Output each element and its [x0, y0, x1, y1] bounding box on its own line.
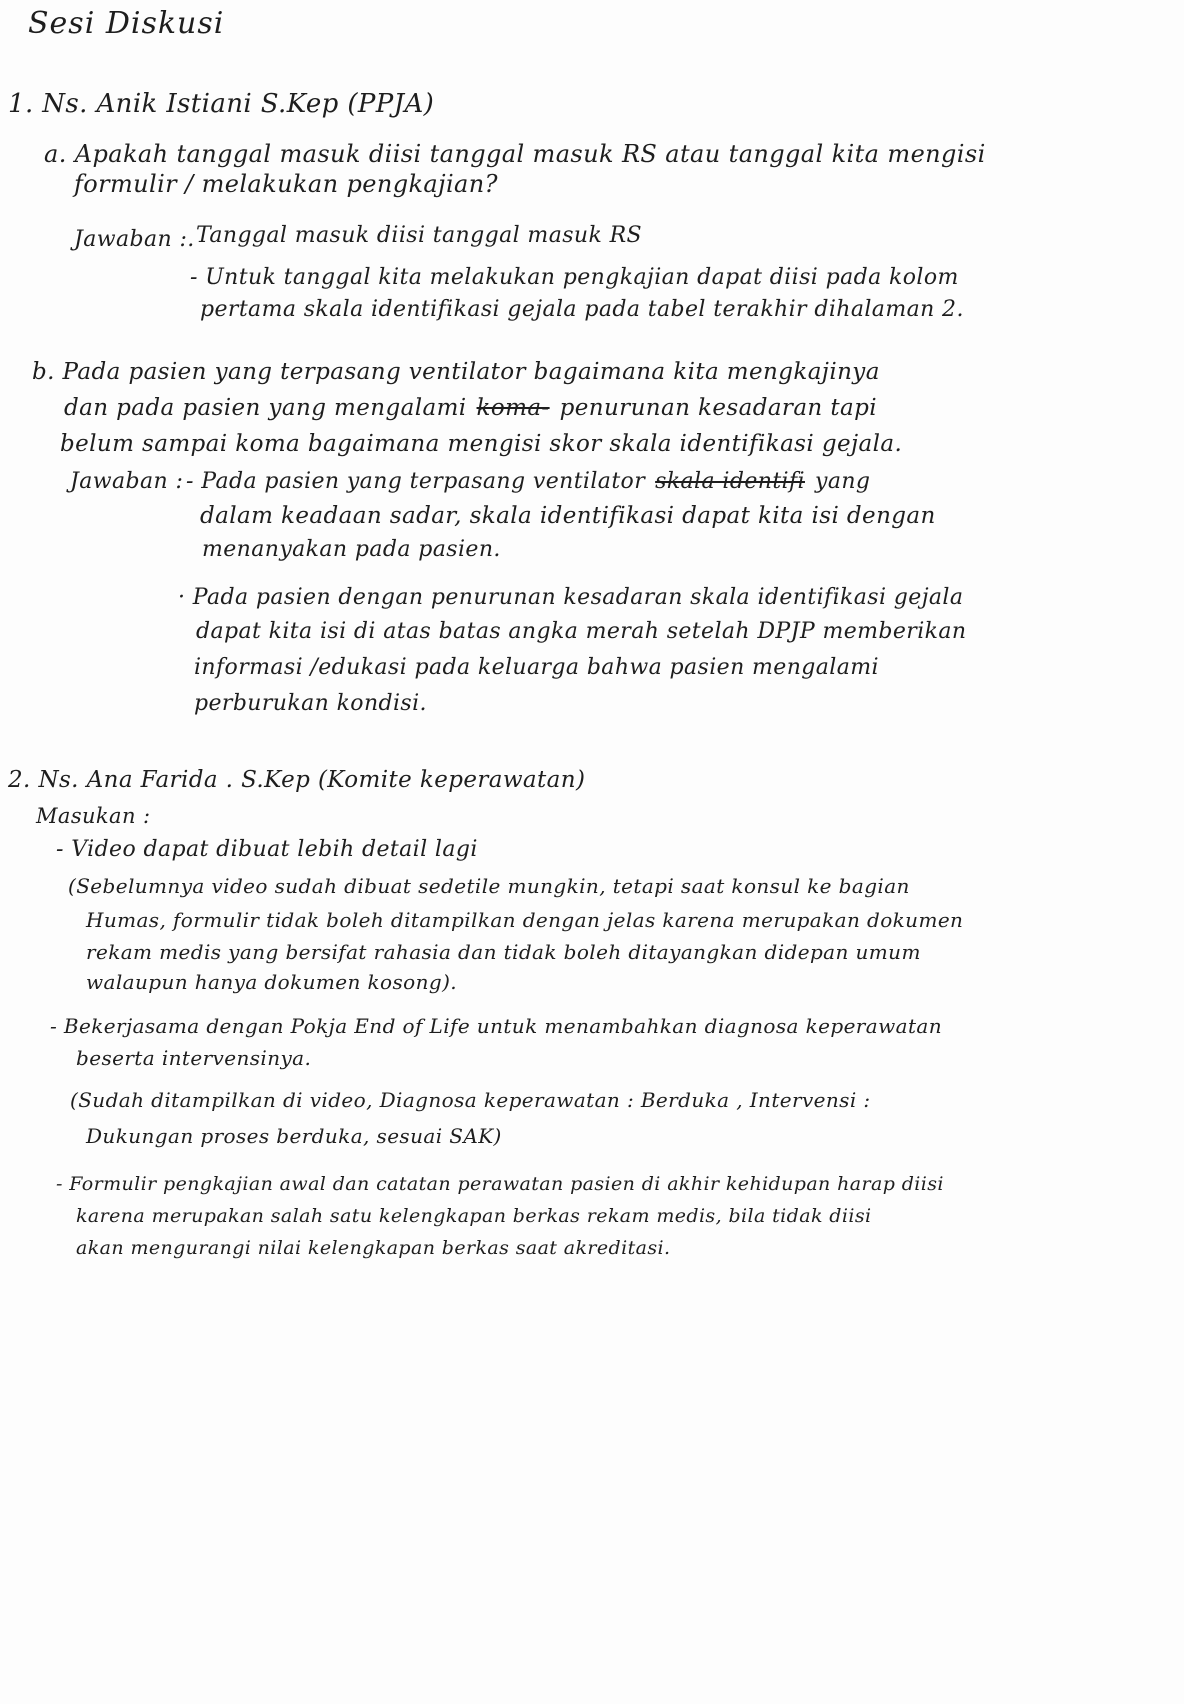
question-b-line-1: b. Pada pasien yang terpasang ventilator bagaimana kita mengkajinya [32, 359, 880, 385]
answer-b2-line-4: perburukan kondisi. [194, 691, 427, 716]
point-1-line-3: Humas, formulir tidak boleh ditampilkan dengan jelas karena merupakan dokumen [86, 908, 964, 932]
section-1-heading: 1. Ns. Anik Istiani S.Kep (PPJA) [8, 89, 435, 119]
question-a-line-1: a. Apakah tanggal masuk diisi tanggal masuk RS atau tanggal kita mengisi [44, 140, 986, 168]
answer-b1-line-1-start: - Pada pasien yang terpasang ventilator [186, 469, 646, 494]
point-3-line-2: karena merupakan salah satu kelengkapan berkas rekam medis, bila tidak diisi [76, 1205, 872, 1227]
answer-b-label: Jawaban : [70, 469, 184, 494]
struck-out-phrase: skala identifi [655, 469, 805, 494]
answer-a-label: Jawaban :. [74, 227, 195, 252]
answer-b1-line-3: menanyakan pada pasien. [202, 537, 501, 562]
question-a-line-2: formulir / melakukan pengkajian? [74, 170, 498, 198]
question-b-line-2-start: dan pada pasien yang mengalami [64, 395, 467, 421]
answer-b2-line-2: dapat kita isi di atas batas angka merah setelah DPJP memberikan [196, 619, 967, 644]
answer-a-point-line-2: pertama skala identifikasi gejala pada tabel terakhir dihalaman 2. [200, 297, 964, 322]
answer-a-point-line-1: - Untuk tanggal kita melakukan pengkajian dapat diisi pada kolom [190, 265, 959, 290]
point-1-line-1: - Video dapat dibuat lebih detail lagi [56, 837, 478, 862]
point-3-line-1: - Formulir pengkajian awal dan catatan perawatan pasien di akhir kehidupan harap diisi [56, 1173, 944, 1195]
page-title: Sesi Diskusi [28, 6, 225, 41]
answer-b2-line-1: · Pada pasien dengan penurunan kesadaran skala identifikasi gejala [178, 585, 964, 610]
answer-b2-line-3: informasi /edukasi pada keluarga bahwa pasien mengalami [194, 655, 879, 680]
point-3-line-3: akan mengurangi nilai kelengkapan berkas saat akreditasi. [76, 1237, 671, 1259]
point-2-line-2: beserta intervensinya. [76, 1046, 312, 1070]
masukan-label: Masukan : [36, 804, 151, 828]
point-2-line-3: (Sudah ditampilkan di video, Diagnosa keperawatan : Berduka , Intervensi : [70, 1088, 871, 1112]
point-2-line-4: Dukungan proses berduka, sesuai SAK) [86, 1124, 502, 1148]
point-1-line-5: walaupun hanya dokumen kosong). [86, 970, 458, 994]
answer-b1-line-1 [186, 466, 870, 498]
answer-a-first: Tanggal masuk diisi tanggal masuk RS [196, 223, 643, 248]
point-1-line-2: (Sebelumnya video sudah dibuat sedetile mungkin, tetapi saat konsul ke bagian [68, 874, 910, 898]
point-2-line-1: - Bekerjasama dengan Pokja End of Life untuk menambahkan diagnosa keperawatan [50, 1014, 942, 1038]
struck-out-word: koma- [476, 395, 550, 421]
section-2-heading: 2. Ns. Ana Farida . S.Kep (Komite keperawatan) [8, 767, 586, 793]
answer-b1-line-1-end: yang [814, 469, 871, 494]
point-1-line-4: rekam medis yang bersifat rahasia dan tidak boleh ditayangkan didepan umum [86, 940, 921, 964]
question-b-line-2 [64, 392, 877, 424]
answer-b1-line-2: dalam keadaan sadar, skala identifikasi dapat kita isi dengan [200, 503, 936, 529]
question-b-line-3: belum sampai koma bagaimana mengisi skor skala identifikasi gejala. [60, 431, 903, 457]
question-b-line-2-end: penurunan kesadaran tapi [559, 395, 877, 421]
